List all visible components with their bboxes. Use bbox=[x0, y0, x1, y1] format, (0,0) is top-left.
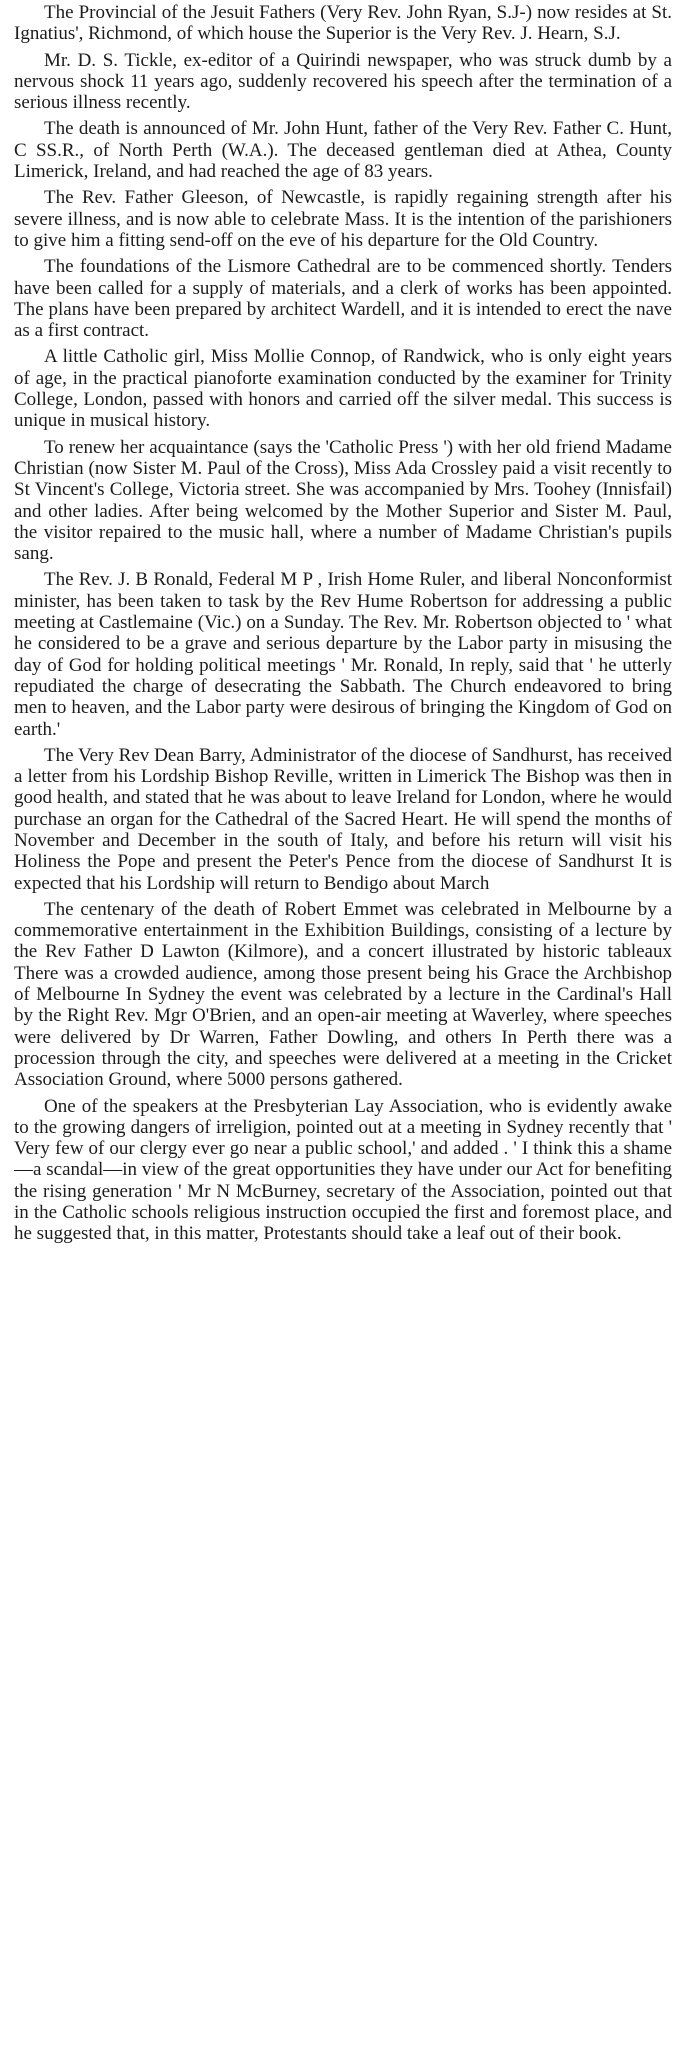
paragraph-jesuit-provincial: The Provincial of the Jesuit Fathers (Very Rev. John Ryan, S.J-) now resides at St. Ignatius', Richmond, of which house the Superior is the Very Rev. J. Hearn, S.J. bbox=[14, 2, 672, 45]
paragraph-emmet-centenary: The centenary of the death of Robert Emmet was celebrated in Melbourne by a commemorative entertainment in the Exhibition Buildings, consisting of a lecture by the Rev Father D Lawton (Kilmore), and a concert illustrated by historic tableaux There was a crowded audience, among those present being his Grace the Archbishop of Melbourne In Sydney the event was celebrated by a lecture in the Cardinal's Hall by the Right Rev. Mgr O'Brien, and an open-air meeting at Waverley, where speeches were delivered by Dr Warren, Father Dowling, and others In Perth there was a procession through the city, and speeches were delivered at a meeting in the Cricket Association Ground, where 5000 persons gathered. bbox=[14, 898, 672, 1091]
paragraph-ada-crossley: To renew her acquaintance (says the 'Catholic Press ') with her old friend Madame Christian (now Sister M. Paul of the Cross), Miss Ada Crossley paid a visit recently to St Vincent's College, Victoria street. She was accompanied by Mrs. Toohey (Innisfail) and other ladies. After being welcomed by the Mother Superior and Sister M. Paul, the visitor repaired to the music hall, where a number of Madame Christian's pupils sang. bbox=[14, 436, 672, 565]
paragraph-father-gleeson: The Rev. Father Gleeson, of Newcastle, is rapidly regaining strength after his severe illness, and is now able to celebrate Mass. It is the intention of the parishioners to give him a fitting send-off on the eve of his departure for the Old Country. bbox=[14, 187, 672, 251]
paragraph-hunt-death: The death is announced of Mr. John Hunt, father of the Very Rev. Father C. Hunt, C SS.R., of North Perth (W.A.). The deceased gentleman died at Athea, County Limerick, Ireland, and had reached the age of 83 years. bbox=[14, 118, 672, 183]
paragraph-presbyterian-lay-association: One of the speakers at the Presbyterian Lay Association, who is evidently awake to the growing dangers of irreligion, pointed out at a meeting in Sydney recently that ' Very few of our clergy ever go near a public school,' and added . ' I think this a shame—a scandal—in view of the great opportunities they have under our Act for benefiting the rising generation ' Mr N McBurney, secretary of the Association, pointed out that in the Catholic schools religious instruction occupied the first and foremost place, and he suggested that, in this matter, Protestants should take a leaf out of their book. bbox=[14, 1095, 672, 1245]
paragraph-lismore-cathedral: The foundations of the Lismore Cathedral are to be commenced shortly. Tenders have been called for a supply of materials, and a clerk of works has been appointed. The plans have been prepared by architect Wardell, and it is intended to erect the nave as a first contract. bbox=[14, 256, 672, 342]
paragraph-mollie-connop: A little Catholic girl, Miss Mollie Connop, of Randwick, who is only eight years of age, in the practical pianoforte examination conducted by the examiner for Trinity College, London, passed with honors and carried off the silver medal. This success is unique in musical history. bbox=[14, 346, 672, 432]
paragraph-dean-barry: The Very Rev Dean Barry, Administrator of the diocese of Sandhurst, has received a letter from his Lordship Bishop Reville, written in Limerick The Bishop was then in good health, and stated that he was about to leave Ireland for London, where he would purchase an organ for the Cathedral of the Sacred Heart. He will spend the months of November and December in the south of Italy, and before his return will visit his Holiness the Pope and present the Peter's Pence from the diocese of Sandhurst It is expected that his Lordship will return to Bendigo about March bbox=[14, 744, 672, 894]
paragraph-tickle-speech: Mr. D. S. Tickle, ex-editor of a Quirindi newspaper, who was struck dumb by a nervous shock 11 years ago, suddenly recovered his speech after the termination of a serious illness recently. bbox=[14, 49, 672, 114]
paragraph-ronald-robertson: The Rev. J. B Ronald, Federal M P , Irish Home Ruler, and liberal Nonconformist minister, has been taken to task by the Rev Hume Robertson for addressing a public meeting at Castlemaine (Vic.) on a Sunday. The Rev. Mr. Robertson objected to ' what he considered to be a grave and serious departure by the Labor party in misusing the day of God for holding political meetings ' Mr. Ronald, In reply, said that ' he utterly repudiated the charge of desecrating the Sabbath. The Church endeavored to bring men to heaven, and the Labor party were desirous of bringing the Kingdom of God on earth.' bbox=[14, 569, 672, 740]
